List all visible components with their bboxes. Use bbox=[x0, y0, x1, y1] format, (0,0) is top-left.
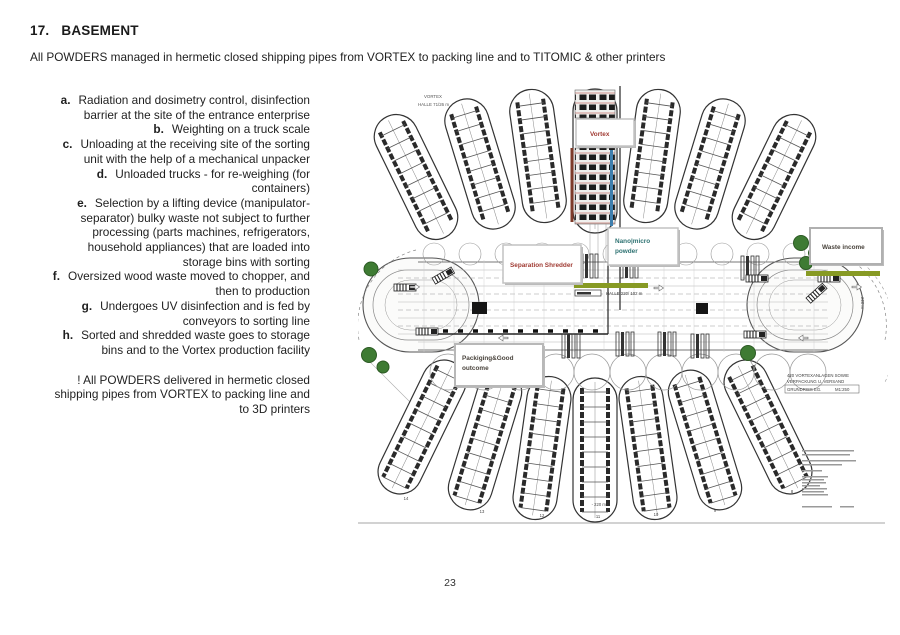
label-box-packaging-outcome bbox=[455, 344, 545, 388]
page-number: 23 bbox=[444, 577, 456, 589]
list-item-label: g. bbox=[81, 298, 93, 313]
rack bbox=[658, 332, 676, 356]
rack bbox=[562, 334, 580, 358]
pod-number: 8 bbox=[790, 489, 794, 494]
list-item bbox=[52, 122, 310, 137]
list-item-label: c. bbox=[62, 137, 73, 152]
label-outcome: outcome bbox=[462, 365, 489, 372]
storage-pods-bottom bbox=[371, 353, 820, 523]
side-dimension: 220 m bbox=[860, 297, 865, 310]
scale-bar bbox=[575, 290, 601, 296]
drawing-title-block bbox=[785, 373, 859, 393]
tree-icon bbox=[364, 262, 378, 276]
page-title bbox=[30, 23, 139, 38]
forklift-icon bbox=[472, 302, 487, 314]
forklift-icon bbox=[696, 303, 708, 314]
label-packaging: Packiging&Good bbox=[462, 355, 514, 362]
list-item-label: f. bbox=[52, 269, 61, 284]
tree-icon bbox=[741, 346, 756, 361]
pod bbox=[507, 87, 569, 226]
list-item-text: Radiation and dosimetry control, disinfection barrier at the site of the entrance enterprise bbox=[78, 93, 310, 122]
halle-center-annotation: HALLE 220/ 102 m bbox=[606, 291, 643, 296]
list-item-label: a. bbox=[60, 93, 71, 107]
pod-number: 14 bbox=[403, 496, 409, 501]
label-vortex: Vortex bbox=[590, 131, 610, 138]
list-item bbox=[52, 167, 310, 196]
floor-plan-svg bbox=[358, 82, 888, 562]
process-note: ! All POWDERS delivered in hermetic closed shipping pipes from VORTEX to packing line and to 3D printers bbox=[54, 372, 310, 417]
list-item-text: Undergoes UV disinfection and is fed by conveyors to sorting line bbox=[100, 298, 310, 328]
page-title-number: 17. bbox=[30, 23, 50, 38]
tree-icon bbox=[377, 361, 389, 373]
label-box-waste-income bbox=[810, 228, 884, 266]
label-waste-income: Waste income bbox=[822, 244, 865, 251]
label-nano-micro: Nano|micro bbox=[615, 238, 651, 245]
tree-icon bbox=[362, 348, 377, 363]
truck-icon bbox=[746, 275, 768, 282]
list-item-text: Oversized wood waste moved to chopper, and then to production bbox=[68, 269, 310, 299]
site-label-vortex: VORTEX bbox=[424, 94, 442, 99]
green-strip-east bbox=[806, 271, 880, 276]
rack bbox=[691, 334, 709, 358]
label-box-nano-micro-powder bbox=[608, 228, 680, 267]
blue-pipe bbox=[610, 150, 613, 226]
list-item bbox=[52, 93, 310, 122]
site-label-halle: HALLE 71/26 m bbox=[418, 102, 449, 107]
title-block-line3: GRUNDRISS EG. bbox=[787, 387, 822, 392]
label-powder: powder bbox=[615, 248, 638, 255]
title-block-line1: 420 VORTEXANLAGEN SOWIE bbox=[787, 373, 850, 378]
title-block-scale: M1:250 bbox=[835, 387, 850, 392]
list-item bbox=[52, 137, 310, 166]
pod-number: 10 bbox=[653, 512, 659, 517]
pod bbox=[621, 87, 683, 226]
list-item bbox=[52, 299, 310, 328]
list-item bbox=[52, 328, 310, 357]
list-item-text: Weighting on a truck scale bbox=[171, 122, 310, 137]
pod-number: 9 bbox=[713, 508, 717, 513]
pod-number: 13 bbox=[479, 509, 485, 514]
list-item-label: h. bbox=[62, 328, 74, 343]
list-item-label: d. bbox=[96, 166, 108, 181]
pod-length-annotation: - 220 m - bbox=[591, 502, 609, 507]
page-subtitle: All POWDERS managed in hermetic closed shipping pipes from VORTEX to packing line and to TITOMIC & other printers bbox=[30, 50, 666, 64]
maroon-pipe bbox=[571, 148, 574, 222]
page-title-text: BASEMENT bbox=[61, 23, 139, 38]
truck-icon bbox=[818, 275, 840, 282]
list-item-text: Unloading at the receiving site of the sorting unit with the help of a mechanical unpacker bbox=[80, 137, 310, 166]
list-item-text: Unloaded trucks - for re-weighing (for containers) bbox=[115, 166, 310, 196]
arrow-left-icon bbox=[499, 335, 509, 341]
label-box-separation-shredder bbox=[503, 245, 583, 285]
list-item-label: b. bbox=[153, 122, 164, 137]
label-box-vortex bbox=[576, 119, 636, 148]
rack bbox=[616, 332, 634, 356]
label-separation-shredder: Separation Shredder bbox=[510, 262, 573, 269]
truck-icon bbox=[416, 328, 438, 335]
list-item bbox=[52, 269, 310, 298]
list-item-text: Sorted and shredded waste goes to storage bins and to the Vortex production facility bbox=[81, 328, 310, 357]
pod-number: 12 bbox=[539, 513, 545, 518]
tree-icon bbox=[794, 236, 809, 251]
list-item-text: Selection by a lifting device (manipulator-separator) bulky waste not subject to further processing (parts machines, refrigerators, household appliances) that are loaded into storage bins with sorting bbox=[80, 195, 310, 269]
pod bbox=[573, 378, 617, 522]
process-list bbox=[52, 93, 310, 417]
list-item-label: e. bbox=[77, 195, 87, 210]
truck-icon bbox=[744, 331, 766, 338]
list-item bbox=[52, 196, 310, 270]
title-block-line2: VERPACKUNG U. VERSAND bbox=[787, 379, 845, 384]
pod-number: 11 bbox=[595, 514, 601, 519]
west-loop-road bbox=[363, 258, 479, 352]
green-strip-center bbox=[574, 283, 648, 288]
